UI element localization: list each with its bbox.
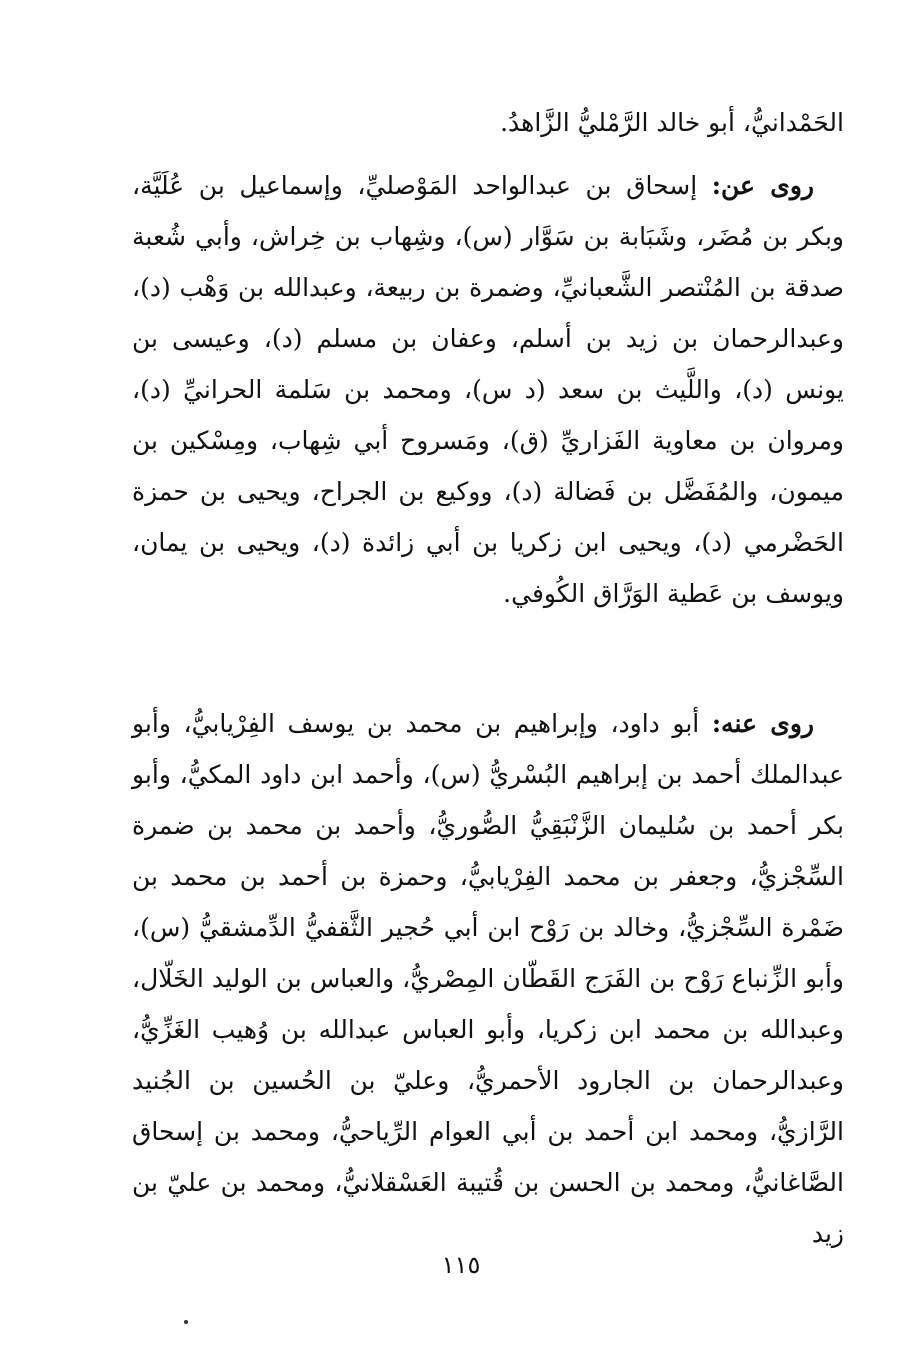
narrated-from-paragraph (132, 160, 844, 619)
narrated-from-label: روى عن: (711, 171, 815, 200)
narrated-by-label: روى عنه: (711, 709, 814, 738)
narrated-by-text: أبو داود، وإبراهيم بن محمد بن يوسف الفِرْيابيُّ، وأبو عبدالملك أحمد بن إبراهيم البُسْريُّ (س)، وأحمد ابن داود المكيُّ، وأبو بكر أحمد بن سُليمان الزَّنْبَقِيُّ الصُّوريُّ، وأحمد بن محمد بن ضمرة السِّجْزيُّ، وجعفر بن محمد الفِرْيابيُّ، وحمزة بن أحمد بن محمد بن ضَمْرة السِّجْزيُّ، وخالد بن رَوْح ابن أبي حُجير الثَّقفيُّ الدِّمشقيُّ (س)، وأبو الزِّنباع رَوْح بن الفَرَج القَطّان المِصْريُّ، والعباس بن الوليد الخَلّال، وعبدالله بن محمد ابن زكريا، وأبو العباس عبدالله بن وُهيب الغَزِّيُّ، وعبدالرحمان بن الجارود الأحمريُّ، وعليّ بن الحُسين بن الجُنيد الرَّازيُّ، ومحمد ابن أحمد بن أبي العوام الرِّياحيُّ، ومحمد بن إسحاق الصَّاغانيُّ، ومحمد بن الحسن بن قُتيبة العَسْقلانيُّ، ومحمد بن عليّ بن زيد (132, 709, 845, 1248)
narrated-by-paragraph (132, 698, 844, 1259)
page-number: ١١٥ (441, 1251, 481, 1279)
scan-dot-mark (184, 1320, 188, 1324)
continuation-line: الحَمْدانيُّ، أبو خالد الرَّمْليُّ الزَّاهدُ. (500, 108, 844, 137)
narrated-from-text: إسحاق بن عبدالواحد المَوْصليِّ، وإسماعيل بن عُلَيَّة، وبكر بن مُضَر، وشَبَابة بن سَوَّار (س)، وشِهاب بن خِراش، وأبي شُعبة صدقة بن المُنْتصر الشَّعبانيِّ، وضمرة بن ربيعة، وعبدالله بن وَهْب (د)، وعبدالرحمان بن زيد بن أسلم، وعفان بن مسلم (د)، وعيسى بن يونس (د)، واللَّيث بن سعد (د س)، ومحمد بن سَلمة الحرانيِّ (د)، ومروان بن معاوية الفَزاريِّ (ق)، ومَسروح أبي شِهاب، ومِسْكين بن ميمون، والمُفَضَّل بن فَضالة (د)، ووكيع بن الجراح، ويحيى بن حمزة الحَضْرمي (د)، ويحيى ابن زكريا بن أبي زائدة (د)، ويحيى بن يمان، ويوسف بن عَطية الوَرَّاق الكُوفي. (132, 171, 844, 608)
